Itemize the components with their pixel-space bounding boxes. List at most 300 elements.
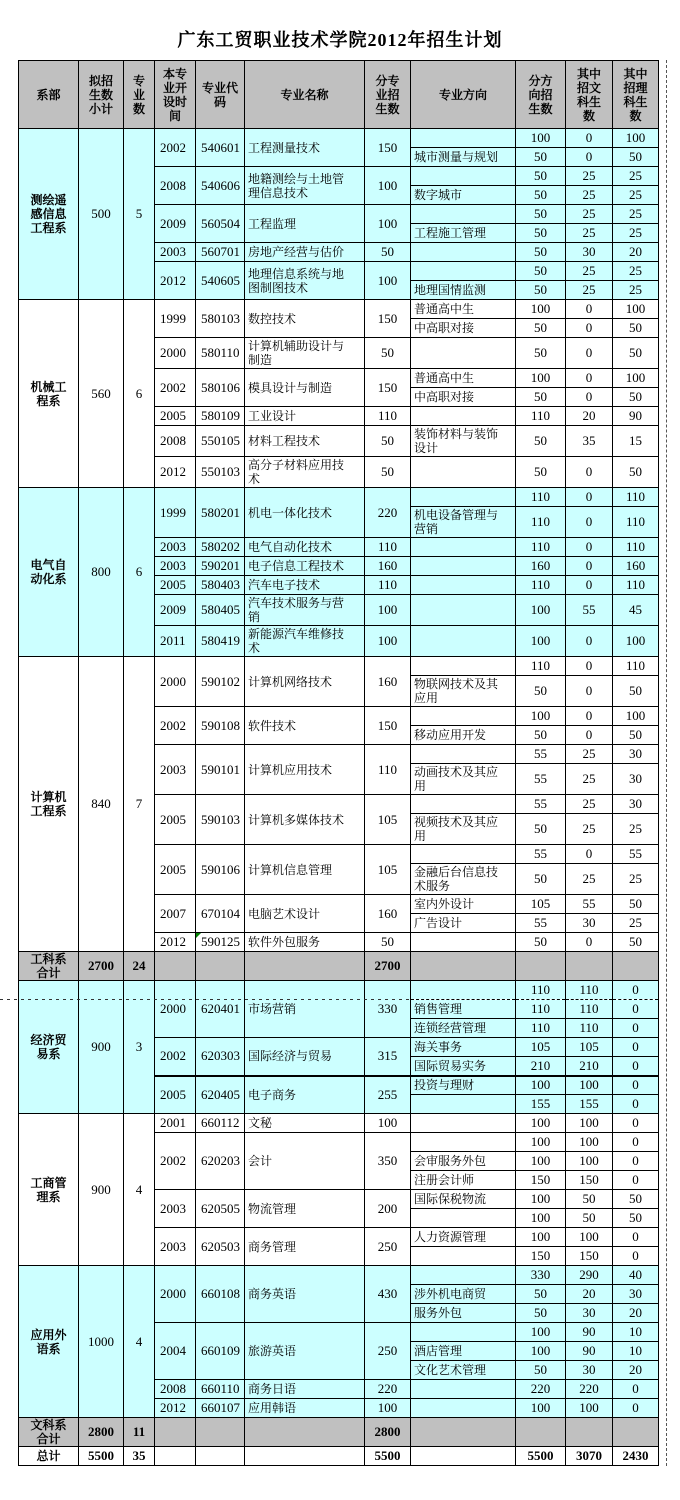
major-name-cell: 地理信息系统与地图制图技术 [245, 262, 365, 300]
major-enroll-cell: 315 [365, 1038, 411, 1076]
code-cell: 560504 [196, 205, 245, 243]
dept-total-cell: 900 [79, 1114, 124, 1266]
year-cell: 2005 [155, 795, 196, 845]
summary-science-count-cell [613, 1418, 659, 1447]
year-cell: 2012 [155, 933, 196, 952]
major-name-cell: 电子信息工程技术 [245, 557, 365, 576]
year-cell: 2002 [155, 1038, 196, 1076]
science-count-cell: 0 [613, 1152, 659, 1171]
arts-count-cell: 100 [566, 1152, 613, 1171]
direction-cell: 金融后台信息技术服务 [411, 864, 516, 895]
direction-cell: 涉外机电商贸 [411, 1285, 516, 1304]
arts-count-cell: 105 [566, 1038, 613, 1057]
direction-cell: 中高职对接 [411, 319, 516, 338]
dept-total-cell: 500 [79, 129, 124, 300]
arts-count-cell: 0 [566, 726, 613, 745]
major-name-cell: 会计 [245, 1133, 365, 1190]
arts-count-cell: 25 [566, 224, 613, 243]
arts-count-cell: 220 [566, 1380, 613, 1399]
direction-enroll-cell: 50 [516, 426, 566, 457]
arts-count-cell: 0 [566, 388, 613, 407]
direction-cell: 国际保税物流 [411, 1190, 516, 1209]
science-count-cell: 20 [613, 1304, 659, 1323]
direction-cell: 酒店管理 [411, 1342, 516, 1361]
direction-enroll-cell: 110 [516, 538, 566, 557]
science-count-cell: 50 [613, 676, 659, 707]
major-name-cell: 软件技术 [245, 707, 365, 745]
direction-enroll-cell: 100 [516, 1114, 566, 1133]
arts-count-cell: 0 [566, 626, 613, 657]
direction-enroll-cell: 50 [516, 338, 566, 369]
year-cell: 2011 [155, 626, 196, 657]
direction-enroll-cell: 105 [516, 895, 566, 914]
science-count-cell: 25 [613, 281, 659, 300]
direction-cell [411, 1447, 516, 1466]
major-name-cell: 工业设计 [245, 407, 365, 426]
direction-enroll-cell: 50 [516, 864, 566, 895]
major-count-cell: 6 [124, 300, 155, 488]
major-count-cell: 4 [124, 1114, 155, 1266]
science-count-cell: 20 [613, 243, 659, 262]
table-row [19, 1114, 659, 1133]
science-count-cell: 25 [613, 262, 659, 281]
major-name-cell: 旅游英语 [245, 1323, 365, 1380]
code-cell: 580419 [196, 626, 245, 657]
major-name-cell: 房地产经营与估价 [245, 243, 365, 262]
enrollment-plan-table [18, 60, 659, 1466]
dept-cell: 工商管理系 [19, 1114, 79, 1266]
arts-count-cell: 55 [566, 895, 613, 914]
code-cell: 580202 [196, 538, 245, 557]
direction-cell [411, 1323, 516, 1342]
year-cell: 2005 [155, 845, 196, 895]
direction-enroll-cell: 100 [516, 1076, 566, 1095]
dept-cell: 机械工程系 [19, 300, 79, 488]
arts-count-cell: 0 [566, 148, 613, 167]
major-enroll-cell: 220 [365, 488, 411, 538]
major-enroll-cell: 330 [365, 981, 411, 1038]
major-count-cell: 3 [124, 981, 155, 1114]
major-name-cell: 模具设计与制造 [245, 369, 365, 407]
science-count-cell: 110 [613, 576, 659, 595]
arts-count-cell: 25 [566, 745, 613, 764]
year-cell: 2005 [155, 407, 196, 426]
dept-total-cell: 1000 [79, 1266, 124, 1418]
summary-total-cell: 5500 [79, 1447, 124, 1466]
major-enroll-cell: 50 [365, 426, 411, 457]
page-title: 广东工贸职业技术学院2012年招生计划 [177, 30, 503, 50]
major-enroll-cell: 100 [365, 262, 411, 300]
major-name-cell: 物流管理 [245, 1190, 365, 1228]
direction-cell: 销售管理 [411, 1000, 516, 1019]
science-count-cell: 110 [613, 507, 659, 538]
science-count-cell: 25 [613, 167, 659, 186]
major-enroll-cell: 430 [365, 1266, 411, 1323]
direction-enroll-cell: 100 [516, 129, 566, 148]
direction-enroll-cell: 50 [516, 148, 566, 167]
dept-total-cell: 840 [79, 657, 124, 952]
science-count-cell: 110 [613, 488, 659, 507]
direction-enroll-cell: 100 [516, 1190, 566, 1209]
major-enroll-cell: 110 [365, 407, 411, 426]
direction-cell [411, 595, 516, 626]
arts-count-cell: 155 [566, 1095, 613, 1114]
year-cell: 2003 [155, 538, 196, 557]
major-name-cell: 计算机多媒体技术 [245, 795, 365, 845]
code-cell: 590106 [196, 845, 245, 895]
code-cell: 580405 [196, 595, 245, 626]
direction-cell [411, 1133, 516, 1152]
major-enroll-cell: 50 [365, 457, 411, 488]
major-enroll-cell: 50 [365, 933, 411, 952]
table-row [19, 981, 659, 1000]
major-enroll-cell: 110 [365, 538, 411, 557]
year-cell: 2009 [155, 595, 196, 626]
direction-enroll-cell: 55 [516, 845, 566, 864]
direction-enroll-cell: 55 [516, 914, 566, 933]
direction-enroll-cell: 100 [516, 1342, 566, 1361]
direction-enroll-cell: 110 [516, 507, 566, 538]
major-name-cell [245, 1447, 365, 1466]
science-count-cell: 40 [613, 1266, 659, 1285]
code-cell: 620303 [196, 1038, 245, 1076]
direction-cell: 注册会计师 [411, 1171, 516, 1190]
page-break-horizontal-line [0, 999, 410, 1000]
direction-cell [411, 488, 516, 507]
science-count-cell: 50 [613, 148, 659, 167]
direction-enroll-cell: 150 [516, 1171, 566, 1190]
science-count-cell: 0 [613, 1000, 659, 1019]
science-count-cell: 0 [613, 1228, 659, 1247]
major-name-cell: 工程监理 [245, 205, 365, 243]
summary-row [19, 1418, 659, 1447]
dept-cell: 应用外语系 [19, 1266, 79, 1418]
direction-enroll-cell: 100 [516, 369, 566, 388]
science-count-cell: 55 [613, 845, 659, 864]
arts-count-cell: 50 [566, 1190, 613, 1209]
direction-enroll-cell: 100 [516, 300, 566, 319]
major-name-cell: 电脑艺术设计 [245, 895, 365, 933]
arts-count-cell: 30 [566, 914, 613, 933]
major-enroll-cell: 150 [365, 300, 411, 338]
direction-cell [411, 1095, 516, 1114]
major-enroll-cell: 160 [365, 657, 411, 707]
science-count-cell: 25 [613, 224, 659, 243]
direction-cell: 海关事务 [411, 1038, 516, 1057]
direction-enroll-cell: 220 [516, 1380, 566, 1399]
year-cell: 2001 [155, 1114, 196, 1133]
direction-cell: 移动应用开发 [411, 726, 516, 745]
science-count-cell: 30 [613, 745, 659, 764]
direction-enroll-cell: 160 [516, 557, 566, 576]
summary-enroll-cell: 2800 [365, 1418, 411, 1447]
major-enroll-cell: 110 [365, 576, 411, 595]
summary-direction-enroll-cell [516, 952, 566, 981]
science-count-cell: 30 [613, 764, 659, 795]
summary-total-cell: 2800 [79, 1418, 124, 1447]
year-cell: 2008 [155, 426, 196, 457]
arts-count-cell: 290 [566, 1266, 613, 1285]
code-cell: 560701 [196, 243, 245, 262]
direction-cell: 会审服务外包 [411, 1152, 516, 1171]
code-cell [196, 1418, 245, 1447]
col-header-major-code: 专业代码 [196, 61, 245, 129]
col-header-dept: 系部 [19, 61, 79, 129]
direction-cell: 普通高中生 [411, 369, 516, 388]
arts-count-cell: 0 [566, 557, 613, 576]
science-count-cell: 25 [613, 205, 659, 224]
direction-cell: 城市测量与规划 [411, 148, 516, 167]
direction-cell: 装饰材料与装饰设计 [411, 426, 516, 457]
year-cell: 2003 [155, 1228, 196, 1266]
science-count-cell: 100 [613, 300, 659, 319]
major-enroll-cell: 150 [365, 369, 411, 407]
direction-cell: 物联网技术及其应用 [411, 676, 516, 707]
direction-enroll-cell: 50 [516, 933, 566, 952]
direction-enroll-cell: 50 [516, 814, 566, 845]
major-name-cell: 工程测量技术 [245, 129, 365, 167]
dept-cell: 电气自动化系 [19, 488, 79, 657]
science-count-cell: 0 [613, 1399, 659, 1418]
direction-cell: 地理国情监测 [411, 281, 516, 300]
major-enroll-cell: 160 [365, 557, 411, 576]
code-cell: 620503 [196, 1228, 245, 1266]
summary-major-count-cell: 35 [124, 1447, 155, 1466]
year-cell: 2007 [155, 895, 196, 933]
science-count-cell: 0 [613, 1171, 659, 1190]
arts-count-cell: 0 [566, 845, 613, 864]
science-count-cell: 15 [613, 426, 659, 457]
direction-enroll-cell: 110 [516, 407, 566, 426]
direction-enroll-cell: 50 [516, 726, 566, 745]
arts-count-cell: 25 [566, 167, 613, 186]
arts-count-cell: 0 [566, 933, 613, 952]
table-row [19, 129, 659, 148]
arts-count-cell: 100 [566, 1114, 613, 1133]
table-row [19, 657, 659, 676]
summary-total-cell: 2700 [79, 952, 124, 981]
arts-count-cell: 110 [566, 1000, 613, 1019]
major-enroll-cell: 150 [365, 707, 411, 745]
summary-enroll-cell: 5500 [365, 1447, 411, 1466]
science-count-cell: 0 [613, 1019, 659, 1038]
arts-count-cell: 50 [566, 1209, 613, 1228]
year-cell [155, 1418, 196, 1447]
direction-enroll-cell: 110 [516, 1019, 566, 1038]
major-name-cell: 软件外包服务 [245, 933, 365, 952]
direction-enroll-cell: 55 [516, 745, 566, 764]
year-cell: 2000 [155, 338, 196, 369]
arts-count-cell: 25 [566, 795, 613, 814]
direction-enroll-cell: 155 [516, 1095, 566, 1114]
direction-cell [411, 657, 516, 676]
major-name-cell: 计算机信息管理 [245, 845, 365, 895]
arts-count-cell: 25 [566, 186, 613, 205]
major-enroll-cell: 105 [365, 795, 411, 845]
direction-cell [411, 538, 516, 557]
code-cell: 540605 [196, 262, 245, 300]
direction-cell [411, 1247, 516, 1266]
direction-cell [411, 981, 516, 1000]
direction-cell [411, 845, 516, 864]
arts-count-cell: 0 [566, 369, 613, 388]
science-count-cell: 50 [613, 933, 659, 952]
year-cell [155, 1447, 196, 1466]
science-count-cell: 25 [613, 864, 659, 895]
arts-count-cell: 0 [566, 707, 613, 726]
code-cell [196, 1447, 245, 1466]
direction-enroll-cell: 50 [516, 224, 566, 243]
year-cell: 2000 [155, 657, 196, 707]
code-cell: 620405 [196, 1076, 245, 1114]
dept-total-cell: 900 [79, 981, 124, 1114]
major-enroll-cell: 200 [365, 1190, 411, 1228]
year-cell: 2005 [155, 576, 196, 595]
direction-cell [411, 557, 516, 576]
direction-cell: 普通高中生 [411, 300, 516, 319]
major-enroll-cell: 100 [365, 1399, 411, 1418]
summary-science-count-cell [613, 952, 659, 981]
year-cell: 1999 [155, 300, 196, 338]
arts-count-cell: 0 [566, 657, 613, 676]
major-name-cell: 材料工程技术 [245, 426, 365, 457]
science-count-cell: 0 [613, 1076, 659, 1095]
direction-cell [411, 1266, 516, 1285]
code-cell: 590101 [196, 745, 245, 795]
science-count-cell: 10 [613, 1342, 659, 1361]
summary-label-cell: 工科系合计 [19, 952, 79, 981]
code-cell: 620203 [196, 1133, 245, 1190]
direction-enroll-cell: 50 [516, 262, 566, 281]
summary-arts-count-cell [566, 1418, 613, 1447]
direction-cell [411, 243, 516, 262]
arts-count-cell: 100 [566, 1076, 613, 1095]
major-name-cell: 应用韩语 [245, 1399, 365, 1418]
code-cell: 580106 [196, 369, 245, 407]
arts-count-cell: 150 [566, 1247, 613, 1266]
direction-cell: 文化艺术管理 [411, 1361, 516, 1380]
direction-cell [411, 1114, 516, 1133]
direction-enroll-cell: 50 [516, 205, 566, 224]
direction-enroll-cell: 100 [516, 1399, 566, 1418]
arts-count-cell: 25 [566, 864, 613, 895]
science-count-cell: 50 [613, 726, 659, 745]
code-cell: 540606 [196, 167, 245, 205]
direction-enroll-cell: 50 [516, 243, 566, 262]
summary-science-count-cell: 2430 [613, 1447, 659, 1466]
direction-cell [411, 1418, 516, 1447]
direction-enroll-cell: 55 [516, 764, 566, 795]
direction-cell [411, 205, 516, 224]
arts-count-cell: 25 [566, 262, 613, 281]
code-cell: 580110 [196, 338, 245, 369]
arts-count-cell: 30 [566, 1304, 613, 1323]
science-count-cell: 0 [613, 1057, 659, 1076]
dept-cell: 计算机工程系 [19, 657, 79, 952]
code-cell: 660108 [196, 1266, 245, 1323]
science-count-cell: 50 [613, 319, 659, 338]
code-cell: 660112 [196, 1114, 245, 1133]
arts-count-cell: 150 [566, 1171, 613, 1190]
major-name-cell: 国际经济与贸易 [245, 1038, 365, 1076]
major-enroll-cell: 250 [365, 1323, 411, 1380]
science-count-cell: 0 [613, 1247, 659, 1266]
arts-count-cell: 0 [566, 129, 613, 148]
direction-enroll-cell: 100 [516, 1323, 566, 1342]
arts-count-cell: 20 [566, 1285, 613, 1304]
arts-count-cell: 110 [566, 1019, 613, 1038]
direction-enroll-cell: 55 [516, 795, 566, 814]
direction-enroll-cell: 110 [516, 657, 566, 676]
direction-cell: 机电设备管理与营销 [411, 507, 516, 538]
code-cell: 580403 [196, 576, 245, 595]
code-cell: 670104 [196, 895, 245, 933]
code-cell: 580109 [196, 407, 245, 426]
summary-row [19, 1447, 659, 1466]
direction-cell [411, 952, 516, 981]
direction-cell [411, 262, 516, 281]
direction-enroll-cell: 100 [516, 1228, 566, 1247]
code-cell: 590125 [196, 933, 245, 952]
direction-cell [411, 933, 516, 952]
enrollment-table-wrap [18, 60, 659, 1466]
major-name-cell: 新能源汽车维修技术 [245, 626, 365, 657]
year-cell: 2002 [155, 129, 196, 167]
summary-row [19, 952, 659, 981]
direction-cell [411, 129, 516, 148]
year-cell: 2012 [155, 262, 196, 300]
direction-enroll-cell: 100 [516, 1209, 566, 1228]
direction-enroll-cell: 50 [516, 1361, 566, 1380]
year-cell: 2002 [155, 1133, 196, 1190]
science-count-cell: 110 [613, 657, 659, 676]
summary-label-cell: 文科系合计 [19, 1418, 79, 1447]
science-count-cell: 50 [613, 388, 659, 407]
major-enroll-cell: 220 [365, 1380, 411, 1399]
science-count-cell: 50 [613, 1190, 659, 1209]
year-cell: 2002 [155, 707, 196, 745]
arts-count-cell: 90 [566, 1342, 613, 1361]
arts-count-cell: 30 [566, 1361, 613, 1380]
major-name-cell: 商务管理 [245, 1228, 365, 1266]
dept-total-cell: 560 [79, 300, 124, 488]
direction-cell: 数字城市 [411, 186, 516, 205]
col-header-major-name: 专业名称 [245, 61, 365, 129]
year-cell: 2008 [155, 167, 196, 205]
direction-cell: 中高职对接 [411, 388, 516, 407]
table-row [19, 300, 659, 319]
dept-total-cell: 800 [79, 488, 124, 657]
code-cell: 580201 [196, 488, 245, 538]
col-header-planned-subtotal: 拟招生数小计 [79, 61, 124, 129]
year-cell: 2000 [155, 1266, 196, 1323]
direction-enroll-cell: 110 [516, 488, 566, 507]
arts-count-cell: 0 [566, 300, 613, 319]
direction-enroll-cell: 110 [516, 576, 566, 595]
science-count-cell: 20 [613, 1361, 659, 1380]
science-count-cell: 110 [613, 538, 659, 557]
year-cell: 2004 [155, 1323, 196, 1380]
direction-cell: 动画技术及其应用 [411, 764, 516, 795]
major-name-cell: 计算机网络技术 [245, 657, 365, 707]
major-name-cell: 汽车电子技术 [245, 576, 365, 595]
year-cell: 2012 [155, 457, 196, 488]
direction-cell: 室内外设计 [411, 895, 516, 914]
science-count-cell: 50 [613, 457, 659, 488]
summary-major-count-cell: 11 [124, 1418, 155, 1447]
summary-enroll-cell: 2700 [365, 952, 411, 981]
year-cell: 2002 [155, 369, 196, 407]
